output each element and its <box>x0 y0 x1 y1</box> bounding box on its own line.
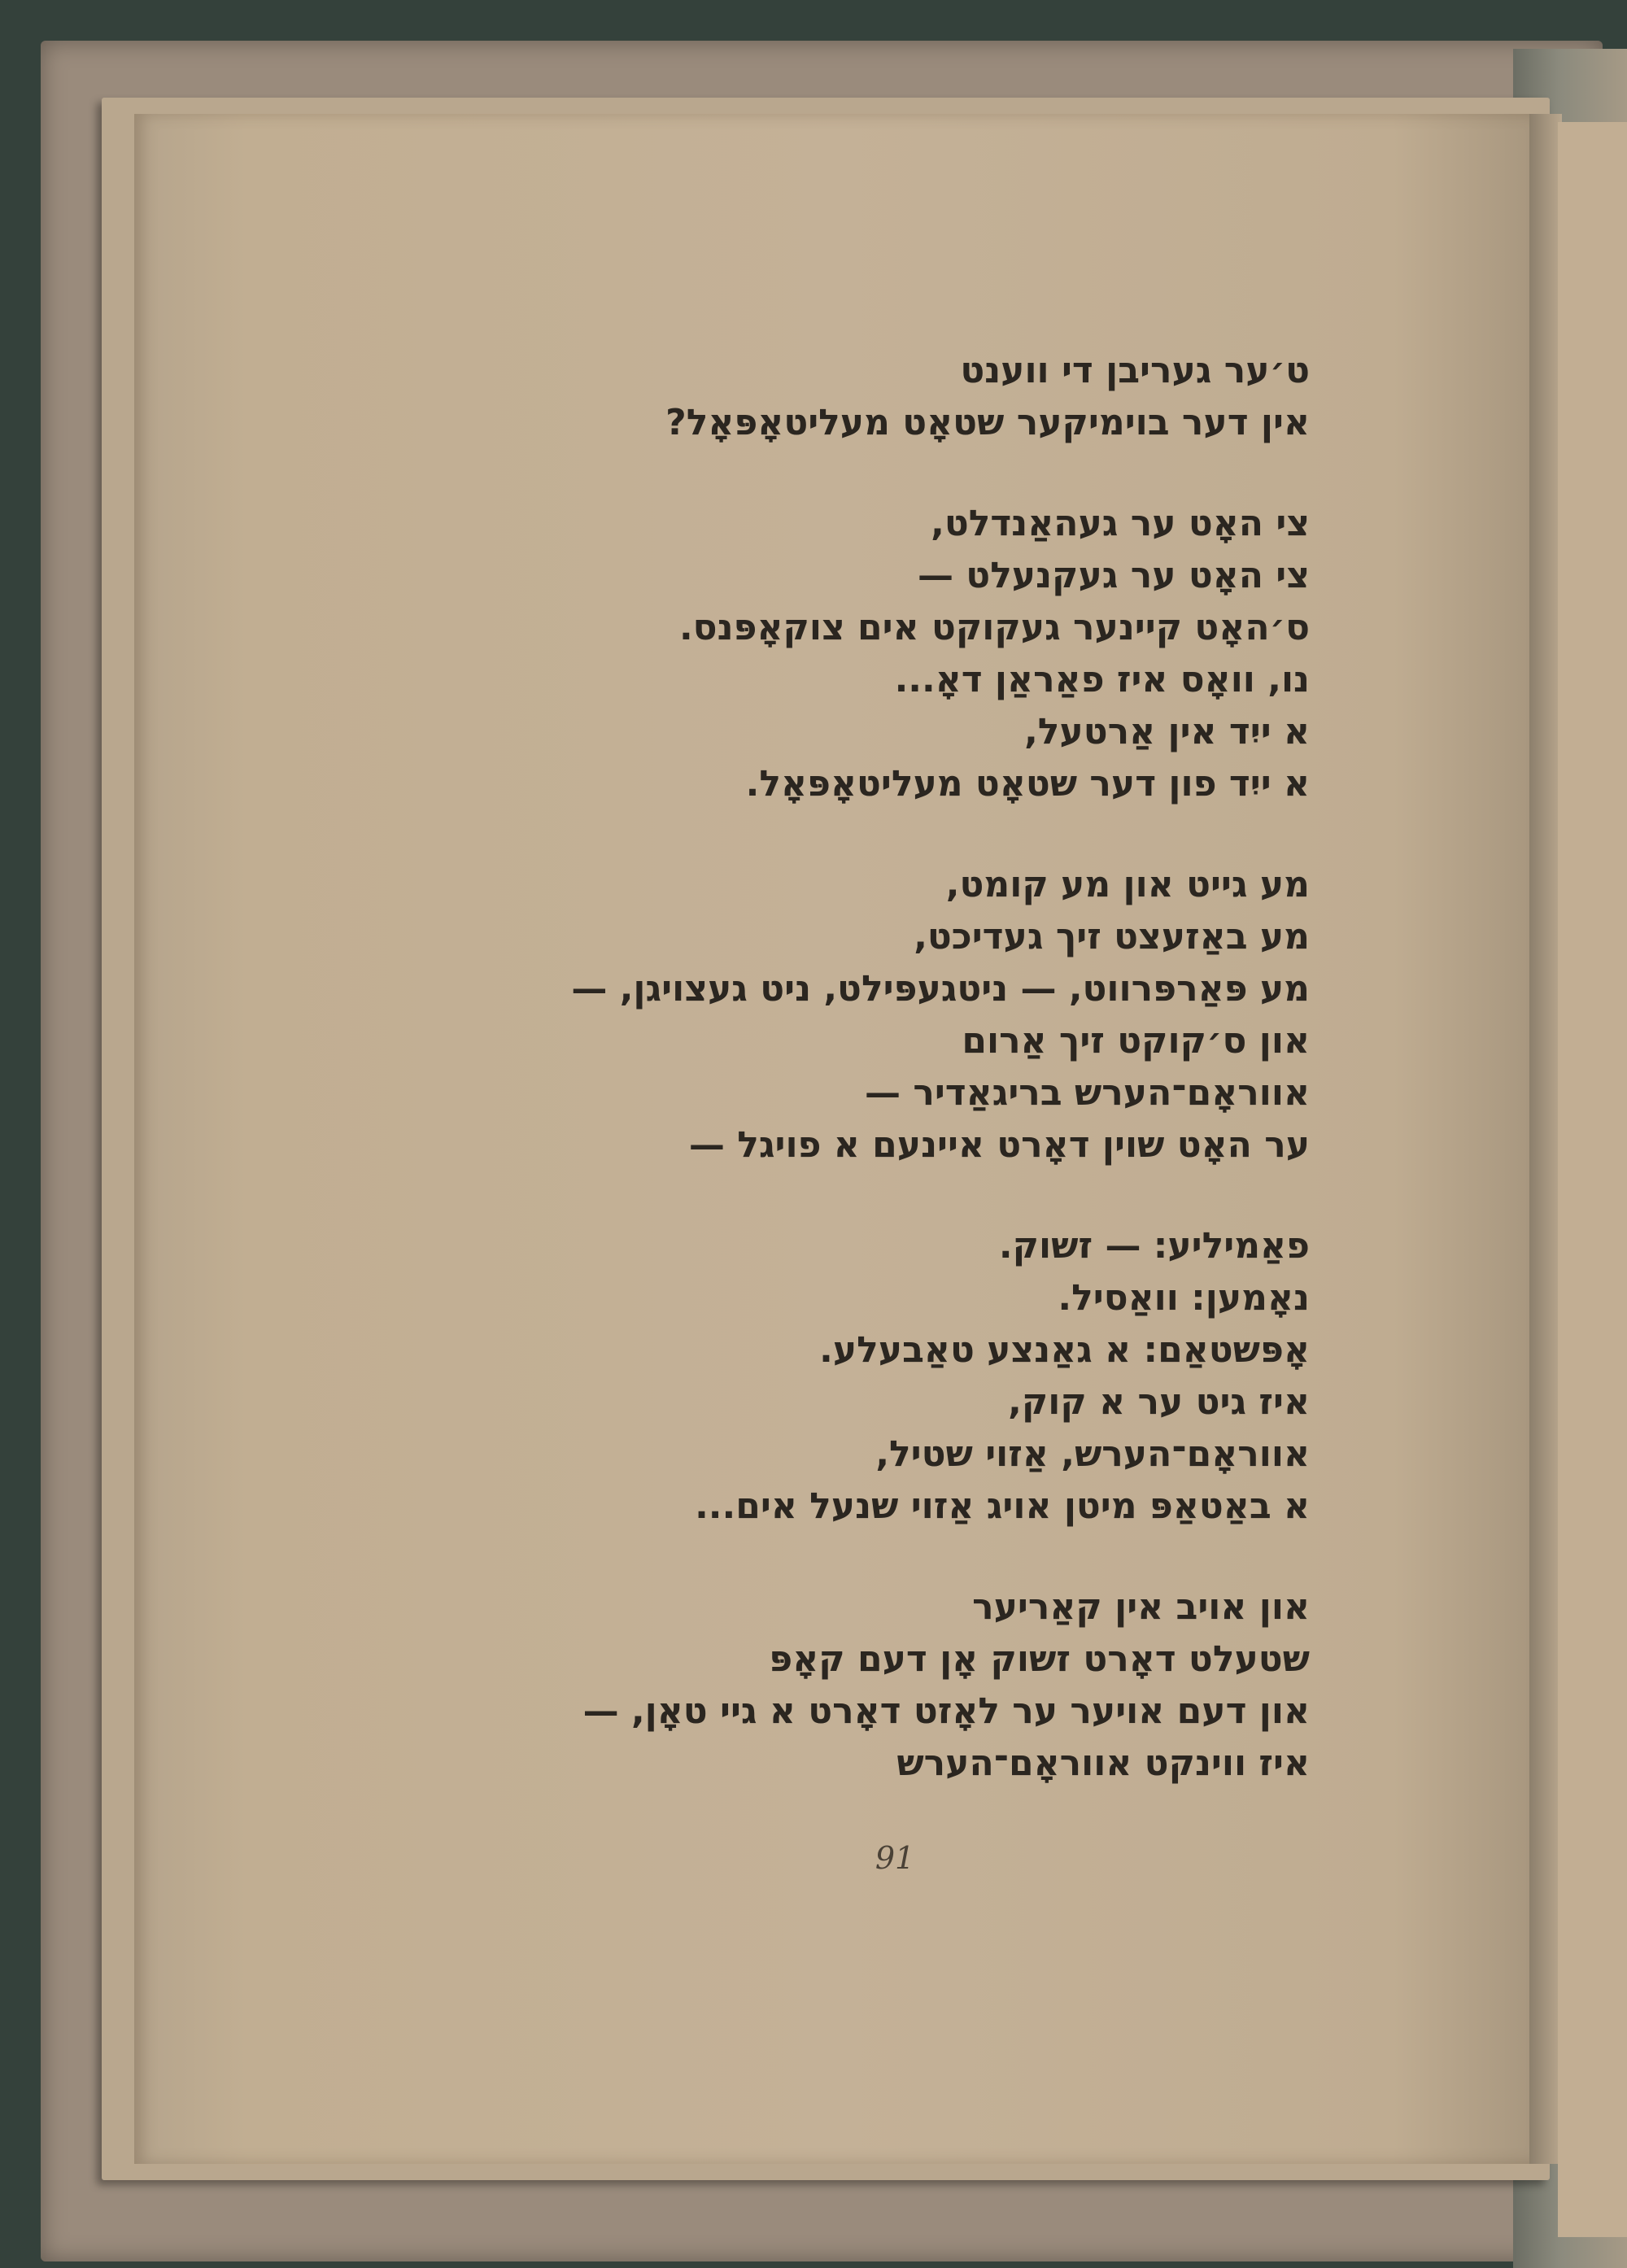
stanza-1 <box>415 345 1310 449</box>
poem-line: נאָמען: וואַסיל. <box>1058 1277 1310 1319</box>
poem-line: צי האָט ער געקנעלט — <box>917 555 1310 596</box>
poem-line: ער האָט שוין דאָרט איינעם א פויגל — <box>688 1124 1310 1166</box>
poem-text <box>415 345 1310 1838</box>
poem-line: איז גיט ער א קוק, <box>1008 1381 1310 1423</box>
poem-line: א ייִד אין אַרטעל, <box>1024 711 1310 752</box>
stanza-2 <box>415 498 1310 810</box>
poem-line: פאַמיליע: — זשוק. <box>998 1225 1310 1267</box>
stanza-5 <box>415 1581 1310 1790</box>
poem-line: און אויב אין קאַריער <box>972 1586 1310 1628</box>
stanza-4 <box>415 1220 1310 1533</box>
poem-line: מע גייט און מע קומט, <box>945 864 1310 905</box>
poem-line: מע באַזעצט זיך געדיכט, <box>914 916 1310 957</box>
poem-line: אָפּשטאַם: א גאַנצע טאַבעלע. <box>819 1329 1310 1371</box>
poem-line: שטעלט דאָרט זשוק אָן דעם קאָפּ <box>769 1638 1310 1680</box>
poem-line: א באַטאַפּ מיטן אויג אַזוי שנעל אים... <box>695 1485 1310 1527</box>
poem-line: אווראָם־הערש בריגאַדיר — <box>865 1072 1310 1114</box>
stanza-3 <box>415 859 1310 1171</box>
poem-line: און דעם אויער ער לאָזט דאָרט א גיי טאָן, — <box>582 1690 1310 1732</box>
poem-line: ס׳האָט קיינער געקוקט אים צוקאָפּנס. <box>678 607 1310 648</box>
poem-line: אין דער בוימיקער שטאָט מעליטאָפּאָל? <box>665 402 1310 443</box>
poem-line: ט׳ער געריבן די ווענט <box>960 350 1310 391</box>
poem-line: איז ווינקט אווראָם־הערש <box>896 1742 1310 1784</box>
facing-page-edge <box>1558 122 1627 2237</box>
poem-line: א ייִד פון דער שטאָט מעליטאָפּאָל. <box>745 763 1310 805</box>
poem-line: צי האָט ער געהאַנדלט, <box>931 503 1310 544</box>
page-gutter <box>1529 114 1562 2164</box>
page-number: 91 <box>875 1840 915 1876</box>
poem-line: מע פּאַרפּרווט, — ניטגעפּילט, ניט געצויגן, — <box>571 968 1310 1010</box>
poem-line: און ס׳קוקט זיך אַרום <box>962 1020 1310 1062</box>
poem-line: אווראָם־הערש, אַזוי שטיל, <box>875 1433 1310 1475</box>
poem-line: נו, וואָס איז פאַראַן דאָ... <box>894 659 1310 700</box>
